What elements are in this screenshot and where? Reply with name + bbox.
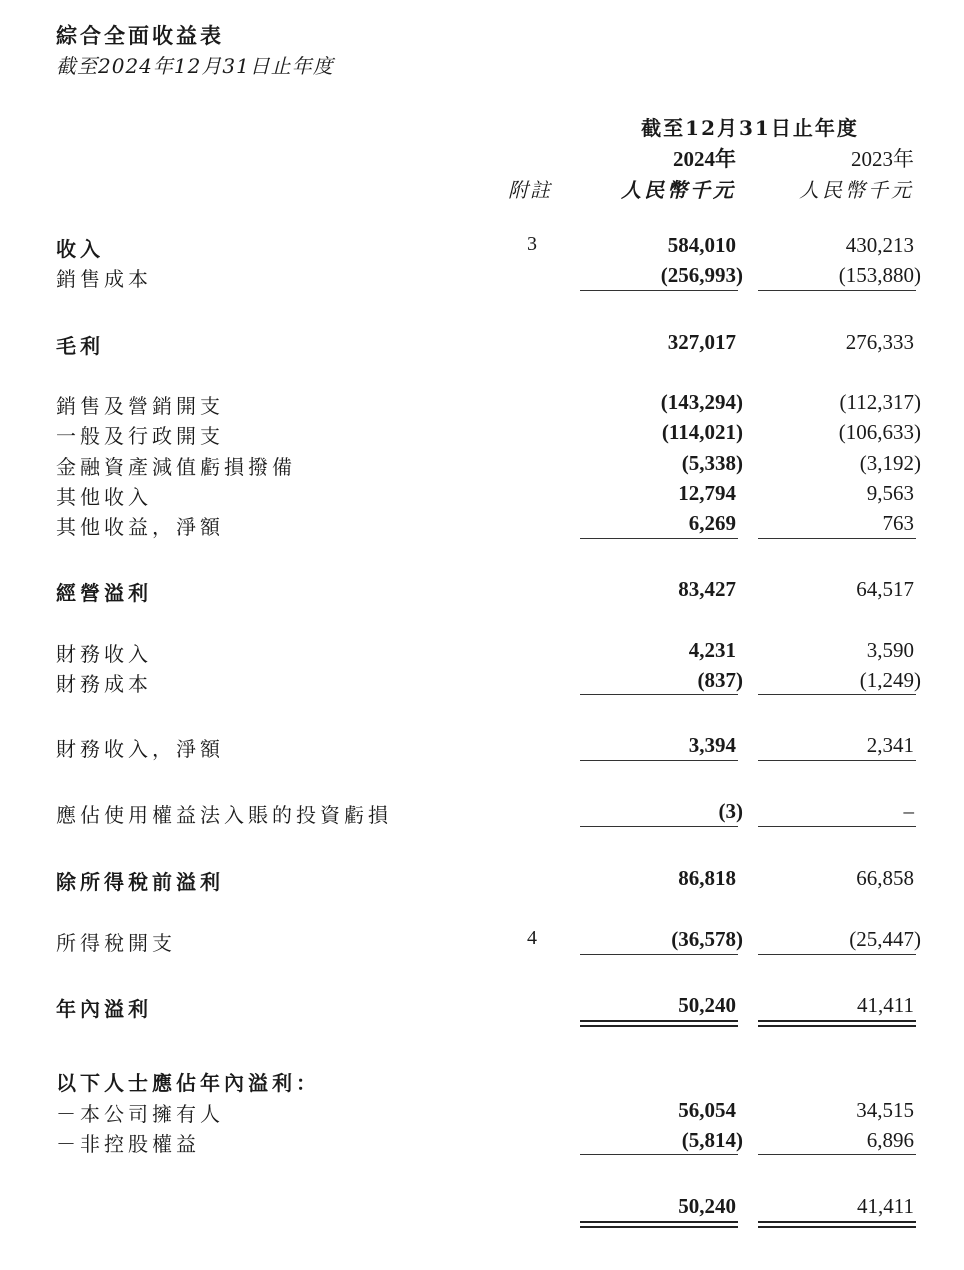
subtotal-rule bbox=[580, 290, 738, 291]
table-row bbox=[0, 575, 964, 605]
subtotal-rule bbox=[580, 954, 738, 955]
header-year-2024: 2024年 bbox=[673, 147, 736, 171]
value-2024: 50,240 bbox=[678, 1194, 736, 1218]
value-2024: 50,240 bbox=[678, 993, 736, 1017]
table-row bbox=[0, 418, 964, 448]
value-2023: (3,192) bbox=[859, 451, 921, 475]
row-note: 3 bbox=[527, 233, 537, 255]
subtotal-rule bbox=[758, 1154, 916, 1155]
value-2023: 6,896 bbox=[866, 1128, 914, 1152]
row-label: 應佔使用權益法入賬的投資虧損 bbox=[56, 803, 392, 827]
row-label: 經營溢利 bbox=[56, 581, 152, 605]
row-label: 所得稅開支 bbox=[56, 931, 176, 955]
row-label: 財務成本 bbox=[56, 672, 152, 696]
value-2023: 2,341 bbox=[866, 733, 914, 757]
value-2024: 86,818 bbox=[678, 866, 736, 890]
value-2023: 34,515 bbox=[856, 1098, 914, 1122]
value-2024: (256,993) bbox=[660, 263, 743, 287]
subtotal-rule bbox=[580, 826, 738, 827]
value-2024: (5,338) bbox=[681, 451, 743, 475]
row-label: 除所得稅前溢利 bbox=[56, 870, 224, 894]
value-2024: (837) bbox=[697, 668, 743, 692]
value-2023: (153,880) bbox=[838, 263, 921, 287]
subtotal-rule bbox=[580, 694, 738, 695]
table-row bbox=[0, 636, 964, 666]
row-note: 4 bbox=[527, 927, 537, 949]
row-label: 財務收入，淨額 bbox=[56, 737, 224, 761]
value-2024: 3,394 bbox=[688, 733, 736, 757]
value-2024: 6,269 bbox=[688, 511, 736, 535]
value-2023: 430,213 bbox=[845, 233, 914, 257]
header-currency-2023: 人民幣千元 bbox=[799, 178, 914, 202]
value-2024: 56,054 bbox=[678, 1098, 736, 1122]
value-2023: 9,563 bbox=[866, 481, 914, 505]
row-label: 一般及行政開支 bbox=[56, 424, 224, 448]
row-label: 以下人士應佔年內溢利： bbox=[56, 1071, 320, 1095]
table-row bbox=[0, 231, 964, 261]
value-2024: 12,794 bbox=[678, 481, 736, 505]
header-note-label: 附註 bbox=[508, 178, 552, 202]
table-row bbox=[0, 797, 964, 827]
row-label: 銷售成本 bbox=[56, 267, 152, 291]
value-2024: (3) bbox=[718, 799, 743, 823]
row-label: 金融資產減值虧損撥備 bbox=[56, 455, 296, 479]
header-currency-2024: 人民幣千元 bbox=[621, 178, 736, 202]
row-label: 財務收入 bbox=[56, 642, 152, 666]
statement-subtitle: 截至2024年12月31日止年度 bbox=[56, 54, 334, 78]
table-row bbox=[0, 509, 964, 539]
row-label: 銷售及營銷開支 bbox=[56, 394, 224, 418]
table-row bbox=[0, 1065, 964, 1095]
value-2023: 64,517 bbox=[856, 577, 914, 601]
statement-title: 綜合全面收益表 bbox=[56, 23, 224, 48]
value-2023: 41,411 bbox=[857, 993, 914, 1017]
row-label: －非控股權益 bbox=[56, 1132, 200, 1156]
subtotal-rule bbox=[580, 760, 738, 761]
table-row bbox=[0, 479, 964, 509]
total-double-rule bbox=[580, 1221, 738, 1228]
table-row bbox=[0, 1096, 964, 1126]
table-row bbox=[0, 666, 964, 696]
subtotal-rule bbox=[758, 290, 916, 291]
value-2024: 327,017 bbox=[667, 330, 736, 354]
value-2024: (114,021) bbox=[661, 420, 743, 444]
value-2023: (25,447) bbox=[849, 927, 921, 951]
row-label: 其他收入 bbox=[56, 485, 152, 509]
subtotal-rule bbox=[580, 538, 738, 539]
value-2023: 276,333 bbox=[845, 330, 914, 354]
value-2023: – bbox=[903, 799, 914, 823]
value-2024: (143,294) bbox=[660, 390, 743, 414]
subtotal-rule bbox=[758, 826, 916, 827]
table-row bbox=[0, 1192, 964, 1222]
header-period: 截至12月31日止年度 bbox=[641, 116, 859, 140]
row-label: 毛利 bbox=[56, 334, 104, 358]
value-2024: (5,814) bbox=[681, 1128, 743, 1152]
value-2023: (1,249) bbox=[859, 668, 921, 692]
table-row bbox=[0, 925, 964, 955]
subtotal-rule bbox=[758, 760, 916, 761]
value-2024: 4,231 bbox=[688, 638, 736, 662]
total-double-rule bbox=[758, 1221, 916, 1228]
subtotal-rule bbox=[580, 1154, 738, 1155]
subtotal-rule bbox=[758, 538, 916, 539]
total-double-rule bbox=[758, 1020, 916, 1027]
subtotal-rule bbox=[758, 954, 916, 955]
row-label: 年內溢利 bbox=[56, 997, 152, 1021]
table-row bbox=[0, 864, 964, 894]
total-double-rule bbox=[580, 1020, 738, 1027]
table-row bbox=[0, 388, 964, 418]
table-row bbox=[0, 328, 964, 358]
value-2024: 83,427 bbox=[678, 577, 736, 601]
table-row bbox=[0, 731, 964, 761]
value-2024: (36,578) bbox=[671, 927, 743, 951]
table-row bbox=[0, 1126, 964, 1156]
value-2023: 41,411 bbox=[857, 1194, 914, 1218]
subtotal-rule bbox=[758, 694, 916, 695]
table-row bbox=[0, 991, 964, 1021]
row-label: 收入 bbox=[56, 237, 104, 261]
table-row bbox=[0, 261, 964, 291]
value-2023: 3,590 bbox=[866, 638, 914, 662]
value-2024: 584,010 bbox=[667, 233, 736, 257]
value-2023: (106,633) bbox=[838, 420, 921, 444]
value-2023: 66,858 bbox=[856, 866, 914, 890]
value-2023: (112,317) bbox=[839, 390, 921, 414]
row-label: －本公司擁有人 bbox=[56, 1102, 224, 1126]
row-label: 其他收益，淨額 bbox=[56, 515, 224, 539]
value-2023: 763 bbox=[882, 511, 914, 535]
table-row bbox=[0, 449, 964, 479]
header-year-2023: 2023年 bbox=[851, 147, 914, 171]
